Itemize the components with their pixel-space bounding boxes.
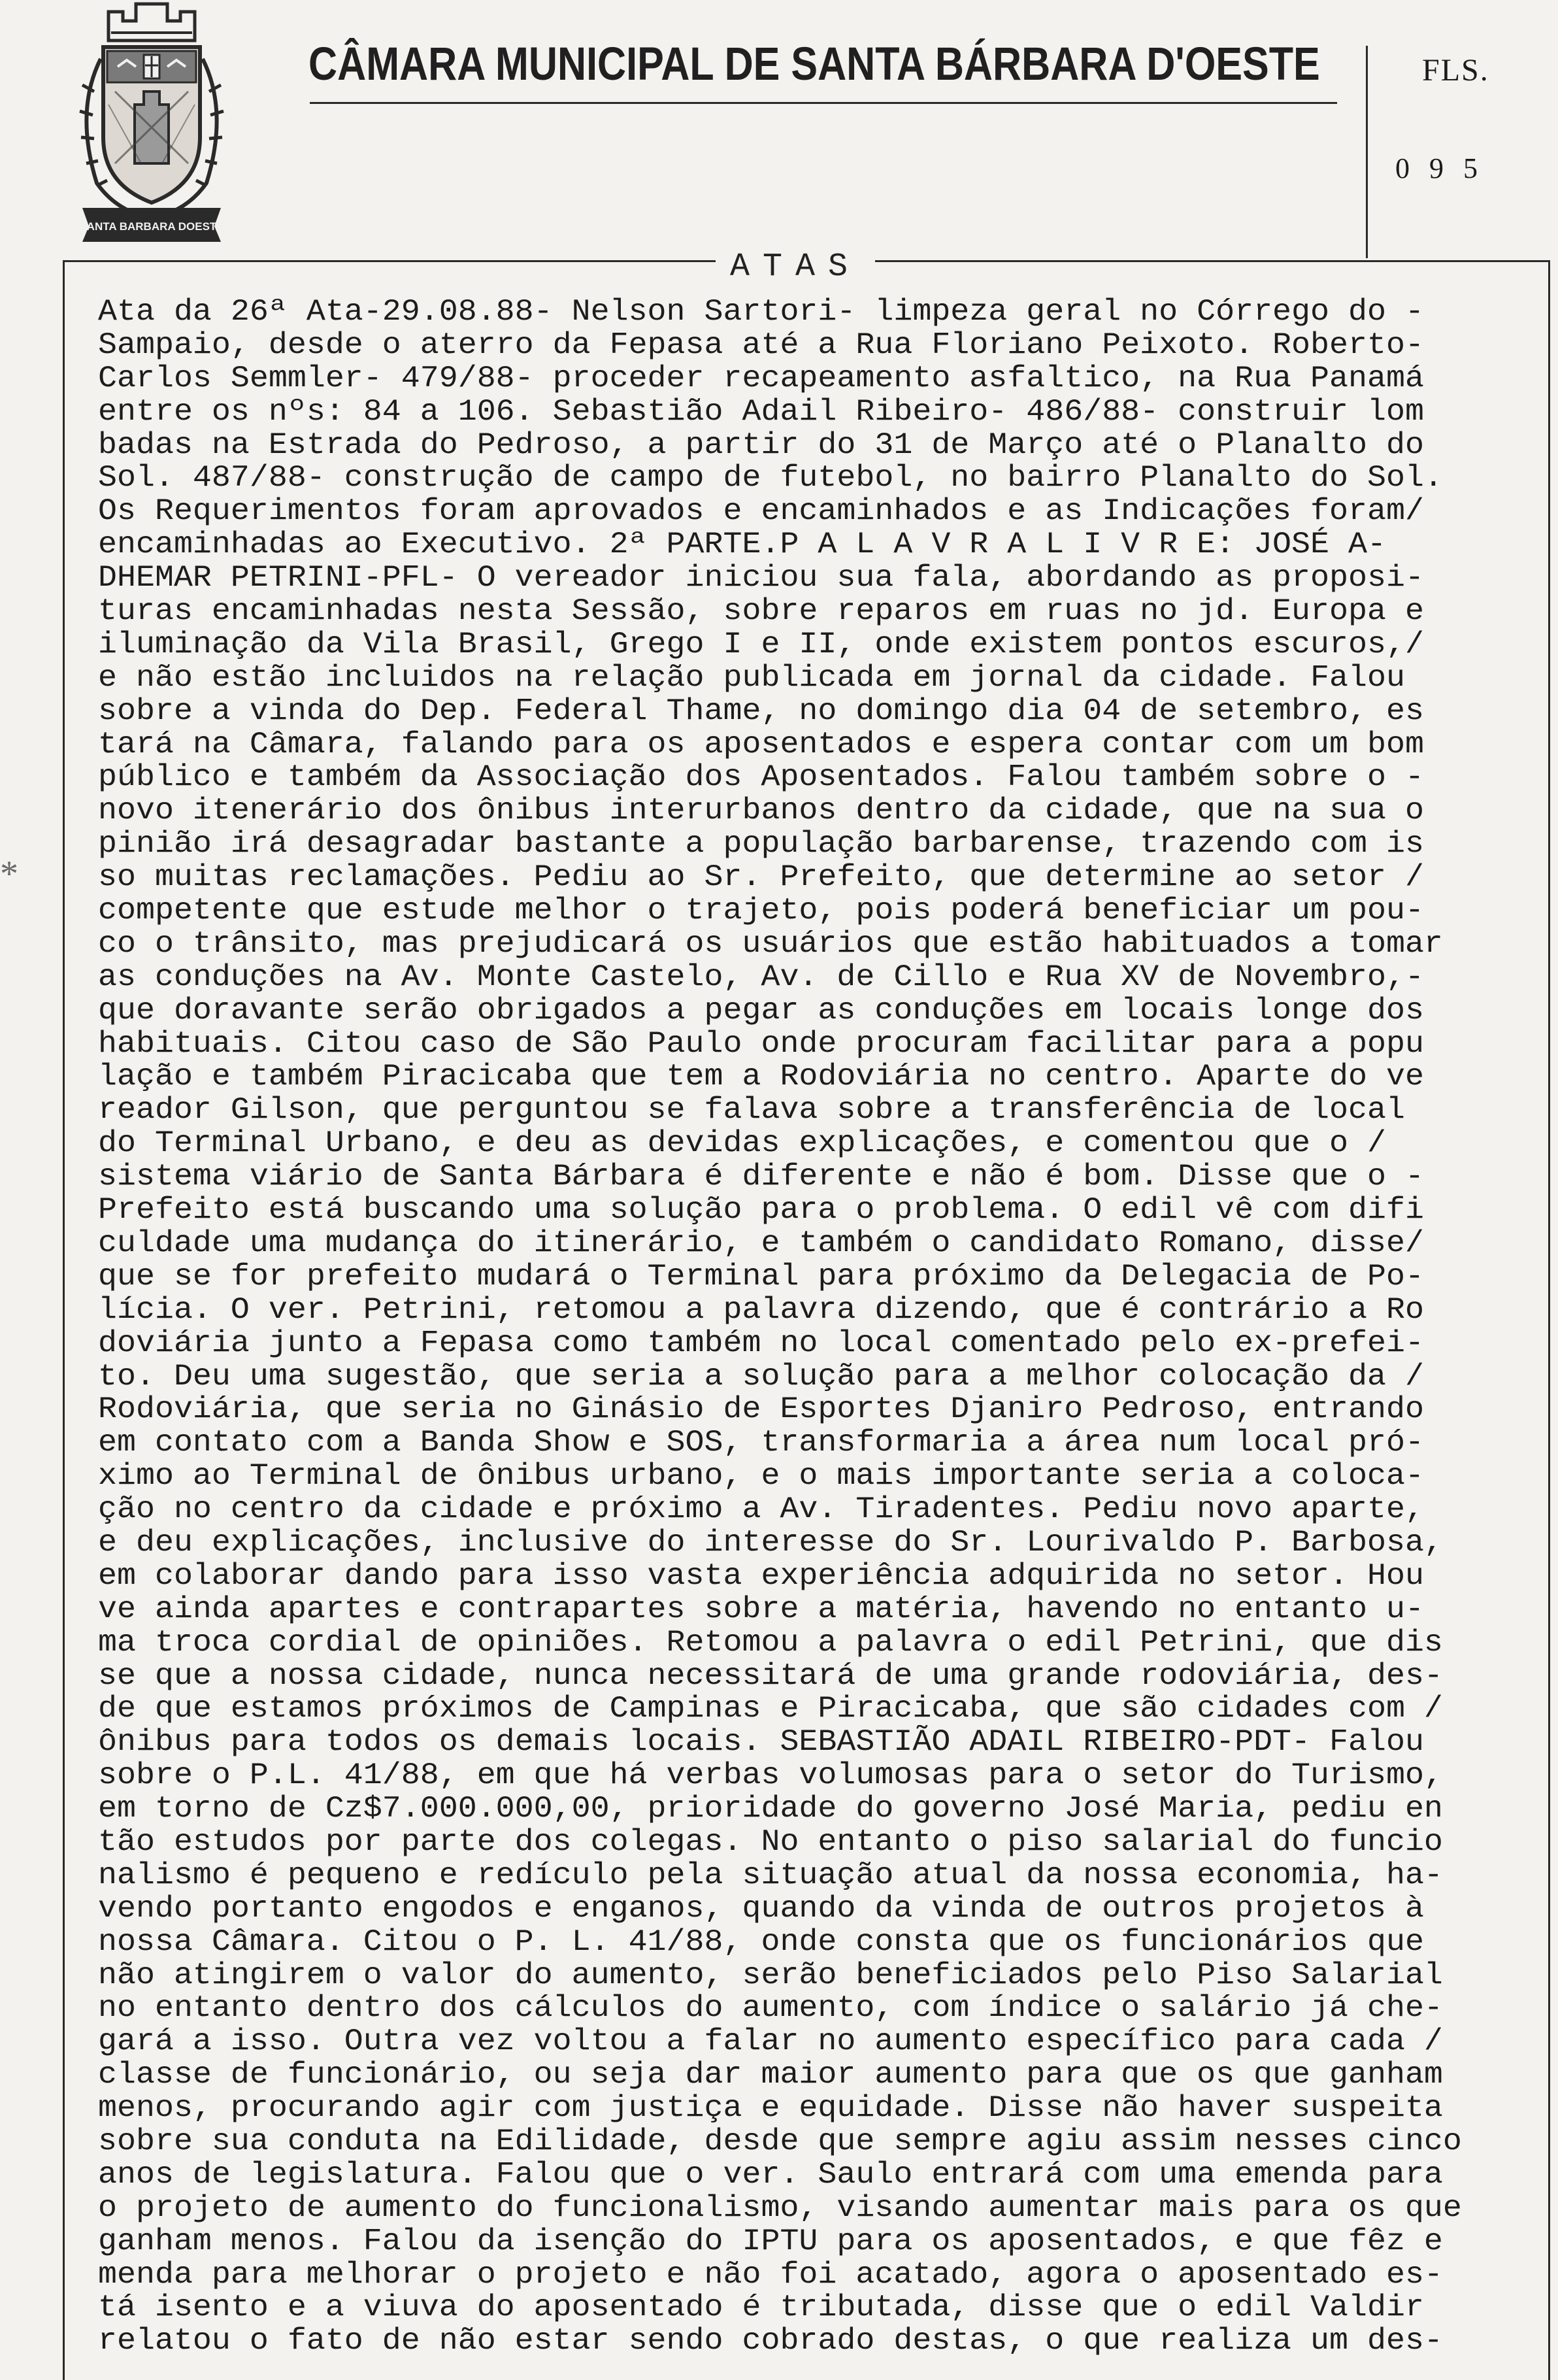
text-line: Rodoviária, que seria no Ginásio de Esportes Djaniro Pedroso, entrando bbox=[98, 1392, 1424, 1427]
text-line: ve ainda apartes e contrapartes sobre a matéria, havendo no entanto u- bbox=[98, 1592, 1424, 1626]
text-line: tão estudos por parte dos colegas. No entanto o piso salarial do funcio bbox=[98, 1824, 1443, 1859]
text-line: ma troca cordial de opiniões. Retomou a palavra o edil Petrini, que dis bbox=[98, 1625, 1443, 1660]
text-line: nalismo é pequeno e redículo pela situação atual da nossa economia, ha- bbox=[98, 1858, 1443, 1892]
text-line: as conduções na Av. Monte Castelo, Av. de Cillo e Rua XV de Novembro,- bbox=[98, 960, 1424, 994]
page-number: 095 bbox=[1395, 152, 1497, 184]
text-line: Sampaio, desde o aterro da Fepasa até a Rua Floriano Peixoto. Roberto- bbox=[98, 327, 1424, 362]
text-line: menos, procurando agir com justiça e equidade. Disse não haver suspeita bbox=[98, 2091, 1443, 2126]
text-line: so muitas reclamações. Pediu ao Sr. Prefeito, que determine ao setor / bbox=[98, 860, 1424, 895]
text-line: ção no centro da cidade e próximo a Av. Tiradentes. Pediu novo aparte, bbox=[98, 1492, 1424, 1527]
header-divider bbox=[310, 102, 1337, 104]
text-line: classe de funcionário, ou seja dar maior aumento para que os que ganham bbox=[98, 2058, 1443, 2092]
fls-label: FLS. bbox=[1422, 53, 1489, 88]
text-line: competente que estude melhor o trajeto, pois poderá beneficiar um pou- bbox=[98, 894, 1424, 928]
text-line: no entanto dentro dos cálculos do aumento, com índice o salário já che- bbox=[98, 1991, 1443, 2026]
text-line: vendo portanto engodos e enganos, quando da vinda de outros projetos à bbox=[98, 1891, 1424, 1926]
text-line: Ata da 26ª Ata-29.08.88- Nelson Sartori- limpeza geral no Córrego do - bbox=[98, 295, 1424, 329]
text-line: sobre o P.L. 41/88, em que há verbas volumosas para o setor do Turismo, bbox=[98, 1758, 1443, 1793]
text-line: o projeto de aumento do funcionalismo, visando aumentar mais para os que bbox=[98, 2190, 1462, 2225]
section-title: ATAS bbox=[716, 248, 875, 286]
text-line: sobre sua conduta na Edilidade, desde que sempre agiu assim nesses cinco bbox=[98, 2124, 1462, 2158]
institution-title: CÂMARA MUNICIPAL DE SANTA BÁRBARA D'OESTE bbox=[308, 39, 1320, 90]
text-line: em contato com a Banda Show e SOS, transformaria a área num local pró- bbox=[98, 1426, 1424, 1460]
text-line: não atingirem o valor do aumento, serão beneficiados pelo Piso Salarial bbox=[98, 1958, 1443, 1992]
text-line: de que estamos próximos de Campinas e Piracicaba, que são cidades com / bbox=[98, 1692, 1443, 1726]
text-line: ganham menos. Falou da isenção do IPTU para os aposentados, e que fêz e bbox=[98, 2224, 1443, 2258]
text-line: Carlos Semmler- 479/88- proceder recapeamento asfaltico, na Rua Panamá bbox=[98, 361, 1424, 395]
text-line: doviária junto a Fepasa como também no local comentado pelo ex-prefei- bbox=[98, 1326, 1424, 1360]
text-line: ximo ao Terminal de ônibus urbano, e o mais importante seria a coloca- bbox=[98, 1459, 1424, 1494]
text-line: novo itenerário dos ônibus interurbanos dentro da cidade, que na sua o bbox=[98, 794, 1424, 828]
municipal-crest-icon bbox=[63, 0, 240, 243]
text-line: menda para melhorar o projeto e não foi acatado, agora o aposentado es- bbox=[98, 2257, 1443, 2292]
text-line: entre os nºs: 84 a 106. Sebastião Adail Ribeiro- 486/88- construir lom bbox=[98, 394, 1424, 429]
text-line: em torno de Cz$7.000.000,00, prioridade do governo José Maria, pediu en bbox=[98, 1792, 1443, 1826]
header-vertical-divider bbox=[1366, 46, 1368, 258]
text-line: Sol. 487/88- construção de campo de futebol, no bairro Planalto do Sol. bbox=[98, 461, 1443, 495]
minutes-text bbox=[98, 295, 1542, 2358]
text-line: tá isento e a viuva do aposentado é tributada, disse que o edil Valdir bbox=[98, 2290, 1424, 2325]
text-line: público e também da Associação dos Aposentados. Falou também sobre o - bbox=[98, 760, 1424, 795]
text-line: anos de legislatura. Falou que o ver. Saulo entrará com uma emenda para bbox=[98, 2157, 1443, 2192]
text-line: DHEMAR PETRINI-PFL- O vereador iniciou sua fala, abordando as proposi- bbox=[98, 561, 1424, 595]
text-line: lação e também Piracicaba que tem a Rodoviária no centro. Aparte do ve bbox=[98, 1060, 1424, 1094]
text-line: sistema viário de Santa Bárbara é diferente e não é bom. Disse que o - bbox=[98, 1160, 1424, 1194]
crest-banner-text: SANTA BARBARA DOESTE bbox=[79, 220, 224, 233]
text-line: tará na Câmara, falando para os aposentados e espera contar com um bom bbox=[98, 727, 1424, 762]
text-line: turas encaminhadas nesta Sessão, sobre reparos em ruas no jd. Europa e bbox=[98, 594, 1424, 629]
margin-mark: * bbox=[0, 854, 18, 894]
text-line: encaminhadas ao Executivo. 2ª PARTE.P A L A V R A L I V R E: JOSÉ A- bbox=[98, 528, 1386, 562]
text-line: que se for prefeito mudará o Terminal para próximo da Delegacia de Po- bbox=[98, 1259, 1424, 1294]
text-line: pinião irá desagradar bastante a população barbarense, trazendo com is bbox=[98, 827, 1424, 862]
text-line: co o trânsito, mas prejudicará os usuários que estão habituados a tomar bbox=[98, 926, 1443, 961]
text-line: se que a nossa cidade, nunca necessitará de uma grande rodoviária, des- bbox=[98, 1658, 1443, 1693]
text-line: gará a isso. Outra vez voltou a falar no aumento específico para cada / bbox=[98, 2024, 1443, 2059]
text-line: iluminação da Vila Brasil, Grego I e II, onde existem pontos escuros,/ bbox=[98, 627, 1424, 662]
text-line: badas na Estrada do Pedroso, a partir do 31 de Março até o Planalto do bbox=[98, 427, 1424, 462]
text-line: lícia. O ver. Petrini, retomou a palavra dizendo, que é contrário a Ro bbox=[98, 1292, 1424, 1327]
text-line: culdade uma mudança do itinerário, e também o candidato Romano, disse/ bbox=[98, 1226, 1424, 1260]
text-line: relatou o fato de não estar sendo cobrado destas, o que realiza um des- bbox=[98, 2324, 1443, 2358]
text-line: que doravante serão obrigados a pegar as conduções em locais longe dos bbox=[98, 993, 1424, 1028]
text-line: Os Requerimentos foram aprovados e encaminhados e as Indicações foram/ bbox=[98, 494, 1424, 529]
text-line: e não estão incluidos na relação publicada em jornal da cidade. Falou bbox=[98, 660, 1405, 695]
text-line: e deu explicações, inclusive do interesse do Sr. Lourivaldo P. Barbosa, bbox=[98, 1525, 1443, 1560]
text-line: Prefeito está buscando uma solução para o problema. O edil vê com difi bbox=[98, 1193, 1424, 1228]
text-line: sobre a vinda do Dep. Federal Thame, no domingo dia 04 de setembro, es bbox=[98, 694, 1424, 728]
text-line: reador Gilson, que perguntou se falava sobre a transferência de local bbox=[98, 1093, 1405, 1128]
text-line: nossa Câmara. Citou o P. L. 41/88, onde consta que os funcionários que bbox=[98, 1924, 1424, 1959]
text-line: do Terminal Urbano, e deu as devidas explicações, e comentou que o / bbox=[98, 1126, 1386, 1161]
text-line: em colaborar dando para isso vasta experiência adquirida no setor. Hou bbox=[98, 1558, 1424, 1593]
text-line: to. Deu uma sugestão, que seria a solução para a melhor colocação da / bbox=[98, 1359, 1424, 1394]
text-line: ônibus para todos os demais locais. SEBASTIÃO ADAIL RIBEIRO-PDT- Falou bbox=[98, 1725, 1424, 1760]
text-line: habituais. Citou caso de São Paulo onde procuram facilitar para a popu bbox=[98, 1026, 1424, 1061]
